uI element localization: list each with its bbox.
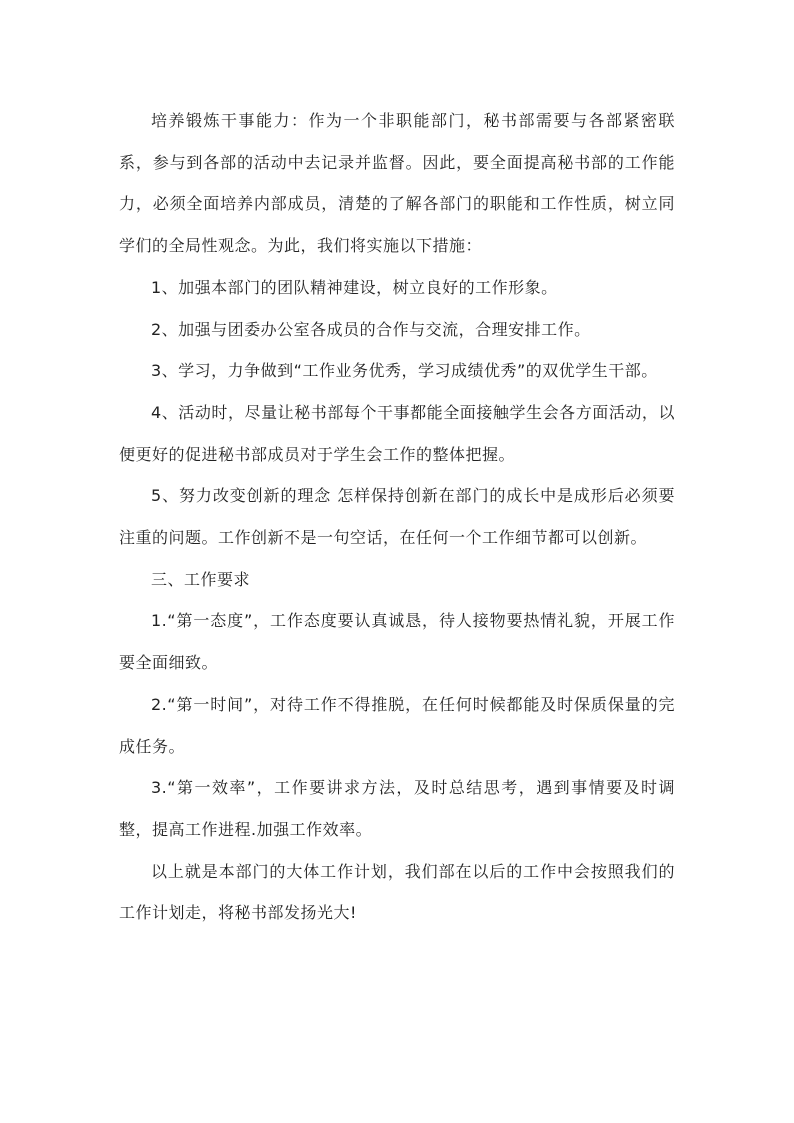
document-body [119,100,675,934]
requirement-first-time: 2.“第一时间”，对待工作不得推脱，在任何时候都能及时保质保量的完成任务。 [119,694,675,756]
requirement-first-efficiency: 3.“第一效率”，工作要讲求方法，及时总结思考，遇到事情要及时调整，提高工作进程.加强工作效率。 [119,778,675,839]
list-item-team-spirit: 1、加强本部门的团队精神建设，树立良好的工作形象。 [151,277,558,297]
list-item-cooperation: 2、加强与团委办公室各成员的合作与交流，合理安排工作。 [151,319,591,339]
section-heading-work-requirements: 三、工作要求 [151,569,251,589]
list-item-innovation: 5、努力改变创新的理念 怎样保持创新在部门的成长中是成形后必须要注重的问题。工作创新不是一句空话，在任何一个工作细节都可以创新。 [119,486,675,548]
list-item-study: 3、学习，力争做到“工作业务优秀，学习成绩优秀”的双优学生干部。 [151,361,658,381]
paragraph-conclusion: 以上就是本部门的大体工作计划，我们部在以后的工作中会按照我们的工作计划走，将秘书部发扬光大! [119,861,675,923]
paragraph-ability-training: 培养锻炼干事能力：作为一个非职能部门，秘书部需要与各部紧密联系，参与到各部的活动中去记录并监督。因此，要全面提高秘书部的工作能力，必须全面培养内部成员，清楚的了解各部门的职能和工作性质，树立同学们的全局性观念。为此，我们将实施以下措施： [119,111,675,256]
list-item-activities: 4、活动时，尽量让秘书部每个干事都能全面接触学生会各方面活动，以便更好的促进秘书部成员对于学生会工作的整体把握。 [119,402,675,464]
requirement-first-attitude: 1.“第一态度”，工作态度要认真诚恳，待人接物要热情礼貌，开展工作要全面细致。 [119,611,675,673]
